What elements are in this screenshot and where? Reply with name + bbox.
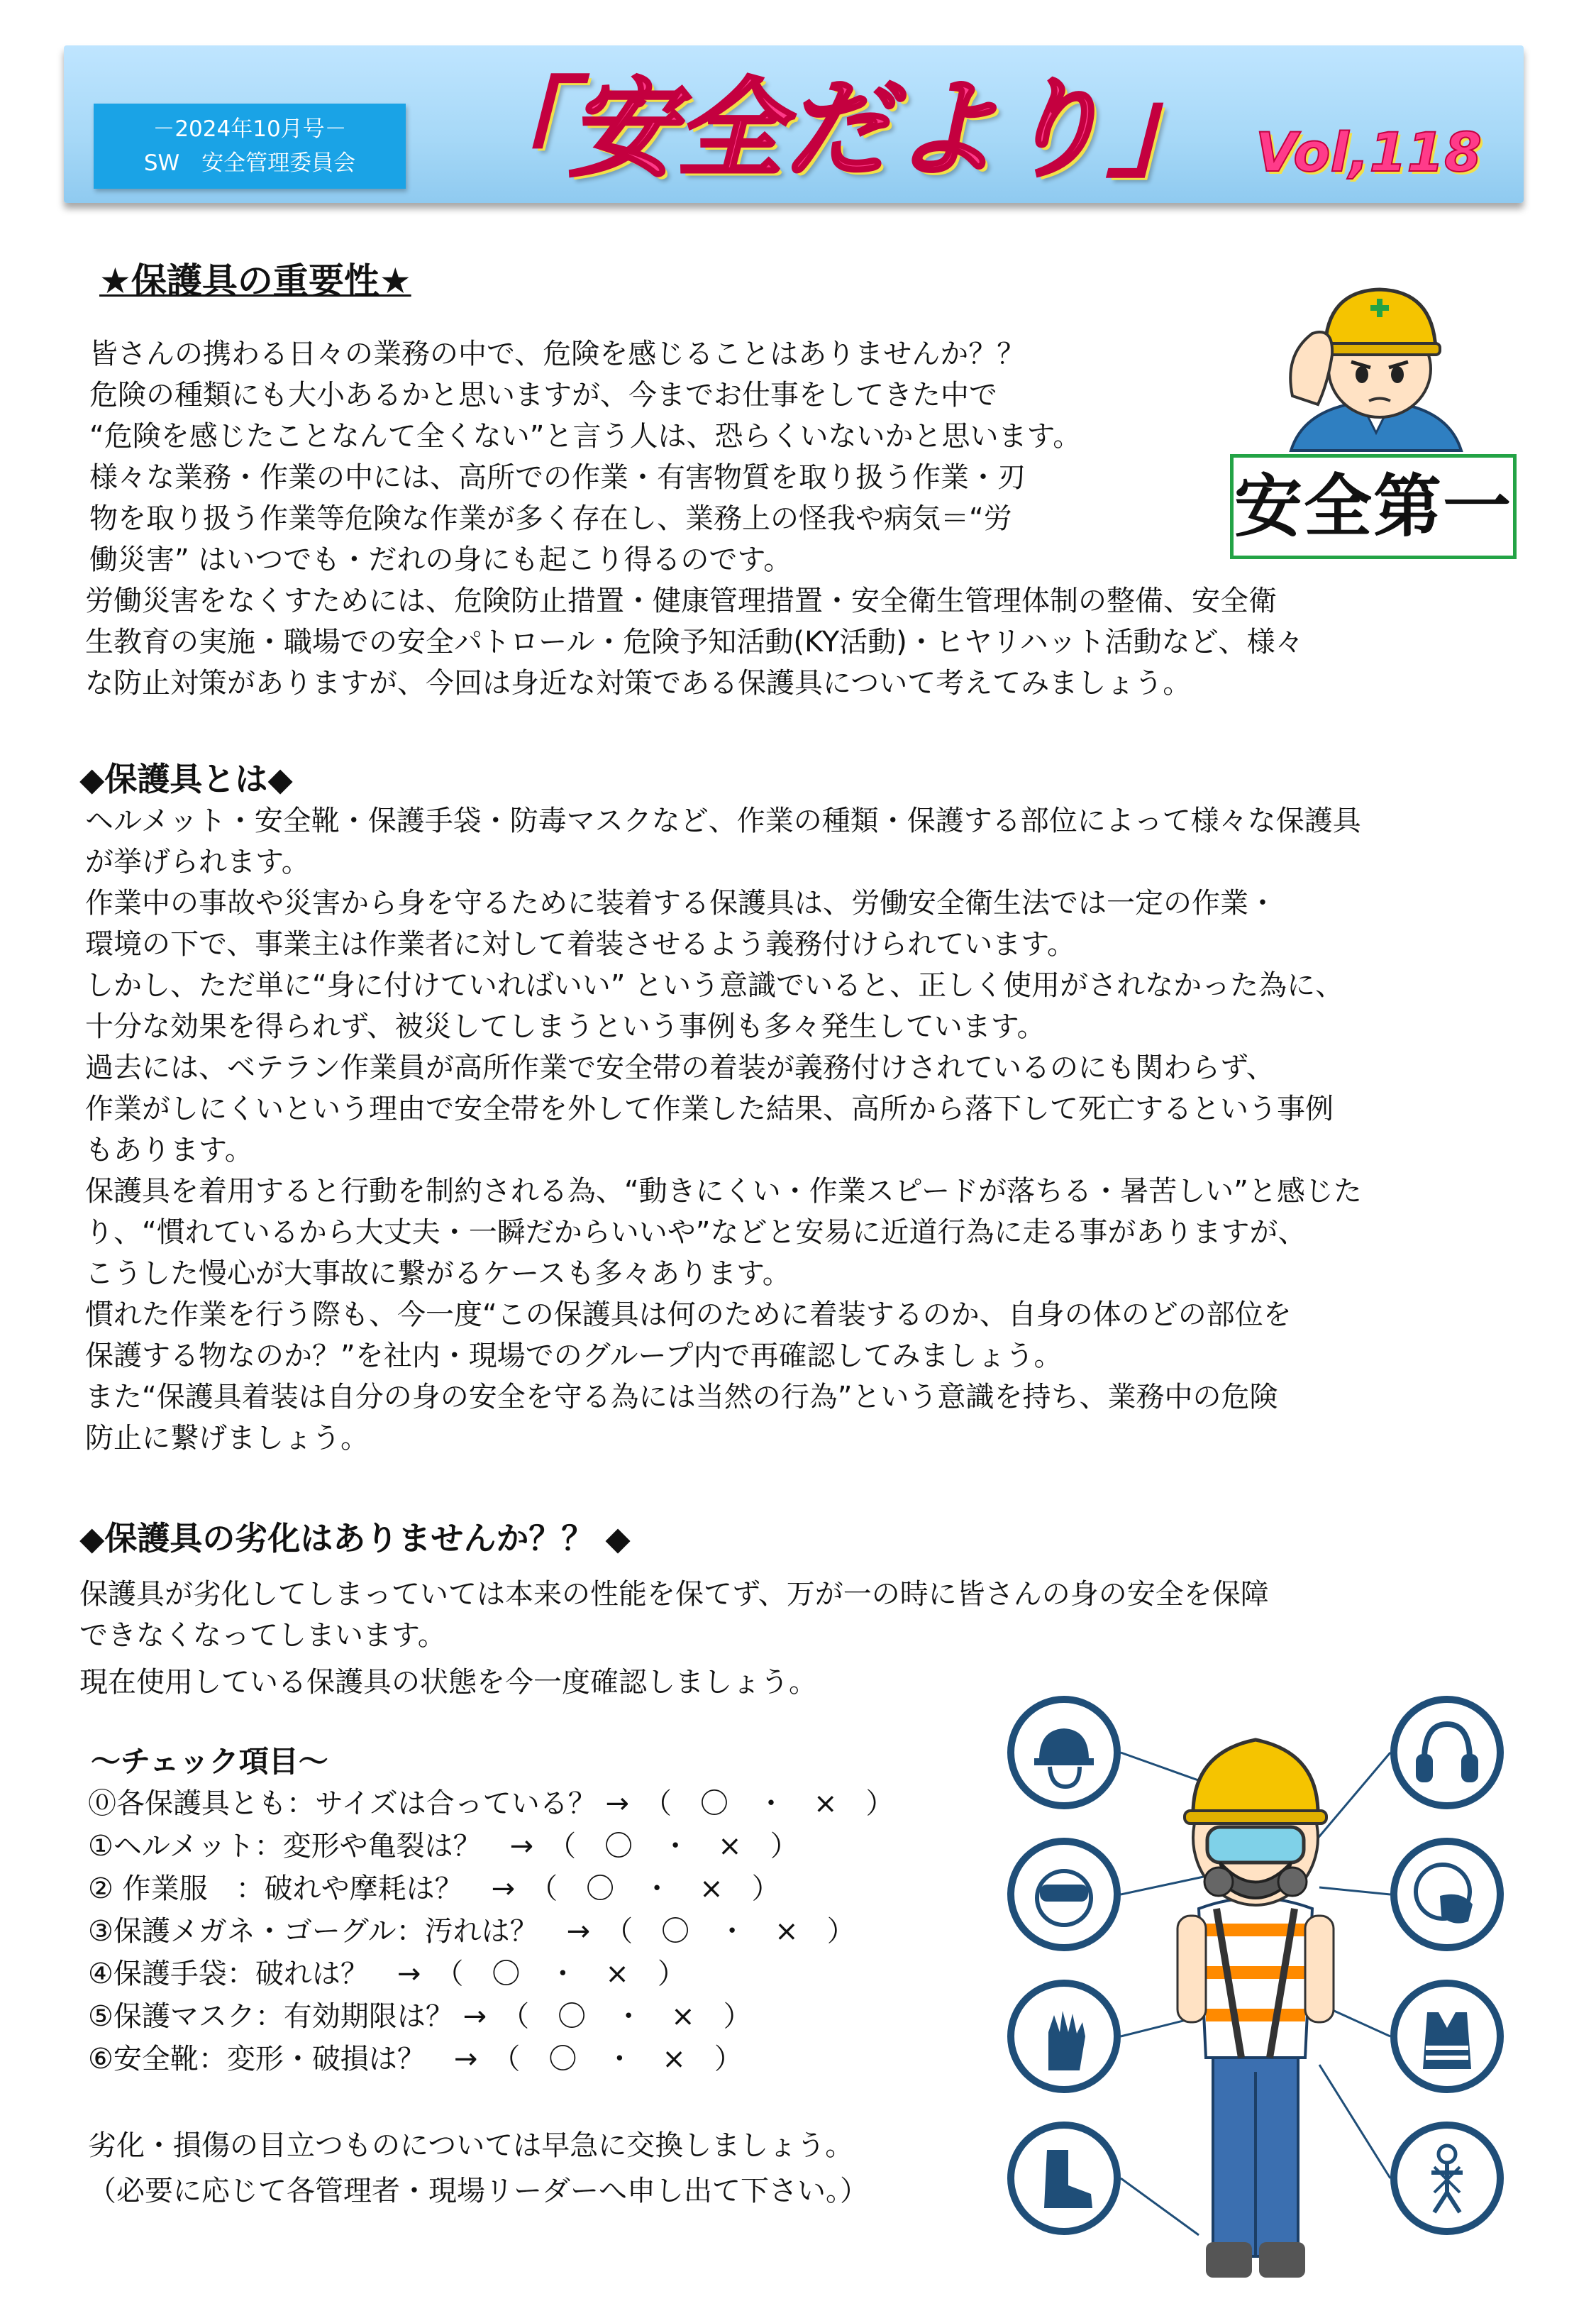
section1-line: 物を取り扱う作業等危険な作業が多く存在し、業務上の怪我や病気＝“労	[89, 502, 1012, 535]
section1-line: 様々な業務・作業の中には、高所での作業・有害物質を取り扱う作業・刃	[89, 461, 1026, 494]
section2-line: 保護具を着用すると行動を制約される為、“動きにくい・作業スピードが落ちる・暑苦しい”と感じた	[85, 1175, 1362, 1208]
section2-line: また“保護具着装は自分の身の安全を守る為には当然の行為”という意識を持ち、業務中の危険	[85, 1381, 1278, 1413]
section1-line: 労働災害をなくすためには、危険防止措置・健康管理措置・安全衛生管理体制の整備、安全衛	[85, 585, 1277, 617]
section1-line: 皆さんの携わる日々の業務の中で、危険を感じることはありませんか？？	[89, 338, 1026, 370]
section3-line: できなくなってしまいます。	[79, 1619, 446, 1652]
checklist	[88, 1782, 894, 2080]
section3-line: 保護具が劣化してしまっていては本来の性能を保てず、万が一の時に皆さんの身の安全を保障	[79, 1578, 1269, 1611]
section2-heading: ◆保護具とは◆	[79, 760, 293, 798]
closing-line: 劣化・損傷の目立つものについては早急に交換しましょう。	[88, 2129, 854, 2162]
section2-line: 十分な効果を得られず、被災してしまうという事例も多々発生しています。	[85, 1010, 1046, 1043]
section1-body	[85, 333, 1304, 704]
female-worker-figure	[1149, 1675, 1362, 2285]
section1-heading: ★保護具の重要性★	[99, 260, 411, 302]
section2-line: こうした慢心が大事故に繋がるケースも多々あります。	[85, 1257, 791, 1290]
checklist-item: ② 作業服 ：破れや摩耗は？ → （ 〇 ・ × ）	[88, 1872, 780, 1905]
checklist-item: ⑤保護マスク：有効期限は？ → （ 〇 ・ × ）	[88, 2000, 752, 2033]
closing-line: （必要に応じて各管理者・現場リーダーへ申し出て下さい。）	[88, 2175, 868, 2207]
helmet-icon	[1007, 1696, 1121, 1809]
section2-line: ヘルメット・安全靴・保護手袋・防毒マスクなど、作業の種類・保護する部位によって様々な保護具	[85, 805, 1361, 837]
section2-body	[85, 800, 1362, 1459]
checklist-item: ④保護手袋：破れは？ → （ 〇 ・ × ）	[88, 1958, 686, 1990]
section1-line: 働災害” はいつでも・だれの身にも起こり得るのです。	[89, 544, 792, 576]
safety-first-sign: 安全第一	[1230, 454, 1517, 559]
respirator-icon	[1390, 1838, 1504, 1951]
vest-icon	[1390, 1980, 1504, 2093]
section2-line: 慣れた作業を行う際も、今一度“この保護具は何のために着装するのか、自身の体のどの部位を	[85, 1298, 1292, 1331]
checklist-item: ①ヘルメット：変形や亀裂は？ → （ 〇 ・ × ）	[88, 1830, 799, 1863]
earmuff-icon	[1390, 1696, 1504, 1809]
issue-date: －2024年10月号－	[153, 116, 347, 142]
section2-line: 作業がしにくいという理由で安全帯を外して作業した結果、高所から落下して死亡するという事例	[85, 1093, 1334, 1125]
goggles-icon	[1007, 1838, 1121, 1951]
worker-salute-illustration	[1263, 270, 1490, 454]
section1-line: な防止対策がありますが、今回は身近な対策である保護具について考えてみましょう。	[85, 667, 1192, 700]
gloves-icon	[1007, 1980, 1121, 2093]
section2-line: 防止に繋げましょう。	[85, 1422, 369, 1455]
checklist-item: ⑥安全靴：変形・破損は？ → （ 〇 ・ × ）	[88, 2043, 743, 2075]
section2-line: 環境の下で、事業主は作業者に対して着装させるよう義務付けられています。	[85, 928, 1075, 961]
section1-line: 生教育の実施・職場での安全パトロール・危険予知活動(KY活動)・ヒヤリハット活動など、様々	[85, 626, 1304, 658]
section2-line: が挙げられます。	[85, 846, 310, 878]
volume-number: Vol,118	[1256, 121, 1483, 184]
newsletter-title: 「安全だより」	[461, 67, 1217, 192]
section2-line: 作業中の事故や災害から身を守るために装着する保護具は、労働安全衛生法では一定の作業・	[85, 887, 1277, 920]
section1-line: “危険を感じたことなんて全くない”と言う人は、恐らくいないかと思います。	[89, 420, 1082, 453]
harness-icon	[1390, 2122, 1504, 2235]
boot-icon	[1007, 2122, 1121, 2235]
worker-icon	[1263, 270, 1490, 454]
section3-heading: ◆保護具の劣化はありませんか？？ ◆	[79, 1519, 631, 1557]
section2-line: もあります。	[85, 1134, 253, 1166]
ppe-infographic	[1007, 1667, 1504, 2285]
section2-line: しかし、ただ単に“身に付けていればいい” という意識でいると、正しく使用がされなかった為に、	[85, 969, 1344, 1002]
section1-line: 危険の種類にも大小あるかと思いますが、今までお仕事をしてきた中で	[89, 379, 997, 412]
section2-line: 保護する物なのか？”を社内・現場でのグループ内で再確認してみましょう。	[85, 1340, 1063, 1372]
issue-label	[94, 104, 406, 189]
section2-line: 過去には、ベテラン作業員が高所作業で安全帯の着装が義務付けされているのにも関わらず、	[85, 1052, 1275, 1084]
section2-line: り、“慣れているから大丈夫・一瞬だからいいや”などと安易に近道行為に走る事がありますが、	[85, 1216, 1307, 1249]
checklist-title: ～チェック項目～	[91, 1744, 328, 1779]
committee-name: SW 安全管理委員会	[143, 150, 356, 176]
closing-note	[88, 2123, 868, 2214]
checklist-item: ③保護メガネ・ゴーグル：汚れは？ → （ 〇 ・ × ）	[88, 1915, 855, 1948]
section3-line: 現在使用している保護具の状態を今一度確認しましょう。	[79, 1666, 817, 1699]
checklist-item: ⓪各保護具とも：サイズは合っている？ → （ 〇 ・ × ）	[88, 1787, 894, 1820]
